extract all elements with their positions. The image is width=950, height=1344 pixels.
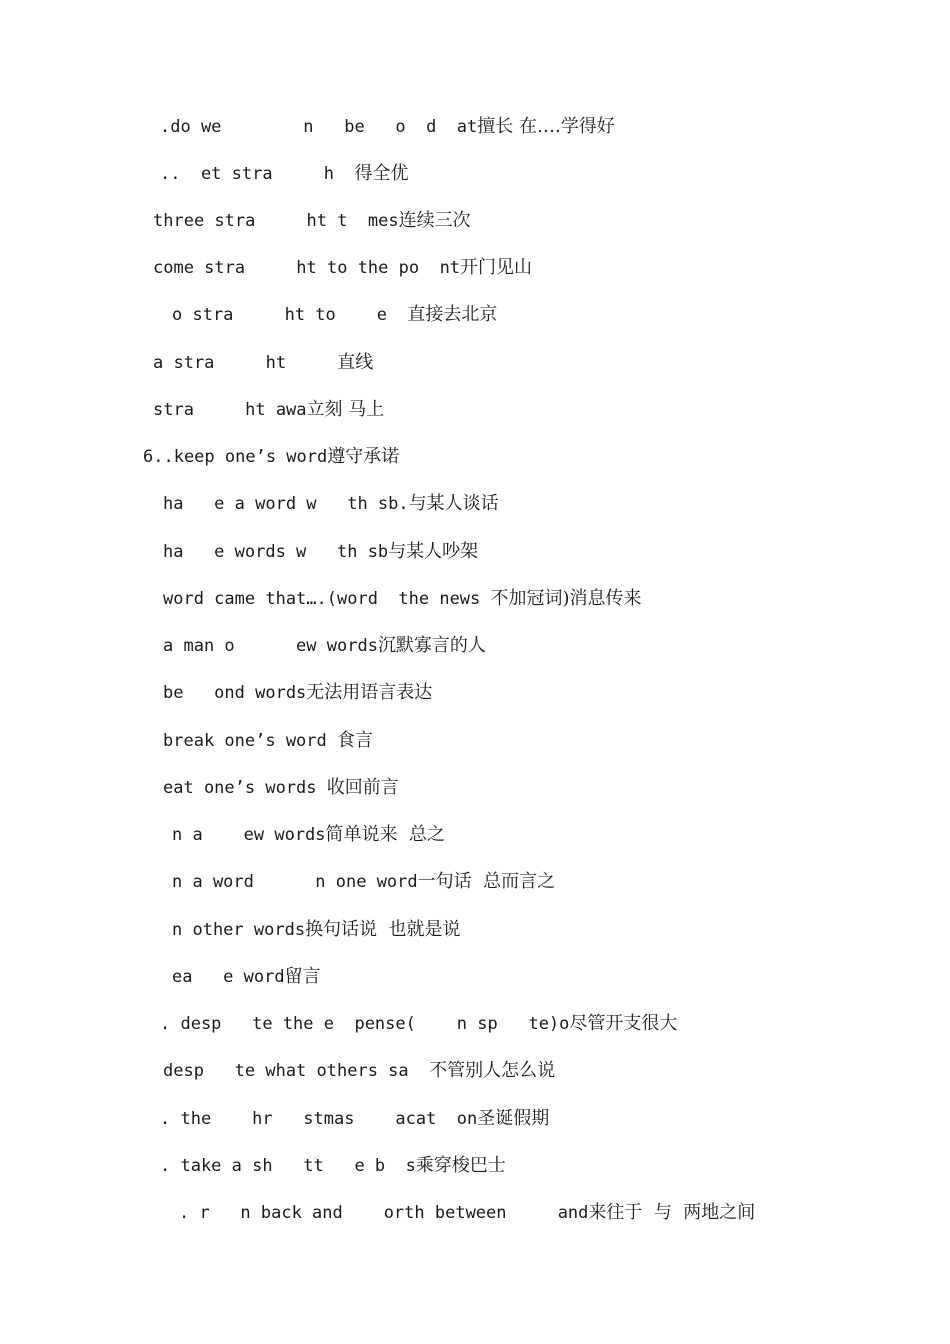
text-line	[143, 446, 399, 468]
chinese-text: 与某人吵架	[388, 541, 479, 562]
english-text: come stra ht to the po nt	[153, 258, 461, 278]
english-text: break one’s word	[163, 731, 337, 751]
text-line	[172, 966, 321, 988]
text-line	[160, 1108, 549, 1130]
chinese-text: 无法用语言表达	[306, 682, 433, 703]
text-line	[163, 635, 486, 657]
chinese-text: 来往于 与 两地之间	[588, 1202, 756, 1223]
text-line	[172, 304, 497, 326]
english-text: 6..keep one’s word	[143, 447, 328, 467]
chinese-text: 尽管开支很大	[569, 1013, 678, 1034]
chinese-text: 直接去北京	[407, 304, 498, 325]
english-text: ha e a word w th sb.	[163, 494, 409, 514]
english-text: n a ew words	[172, 825, 326, 845]
text-line	[160, 163, 408, 185]
english-text: . take a sh tt e b s	[160, 1156, 416, 1176]
chinese-text: 不加冠词)消息传来	[490, 588, 642, 609]
text-line	[160, 1155, 506, 1177]
chinese-text: 直线	[337, 352, 374, 373]
text-line	[163, 682, 432, 704]
english-text: a man o ew words	[163, 636, 378, 656]
chinese-text: 一句话 总而言之	[417, 871, 556, 892]
english-text: .do we n be o d at	[160, 117, 478, 137]
english-text: be ond words	[163, 683, 307, 703]
chinese-text: 圣诞假期	[477, 1108, 550, 1129]
english-text: eat one’s words	[163, 778, 327, 798]
text-line	[172, 824, 445, 846]
chinese-text: 收回前言	[326, 777, 399, 798]
text-line	[172, 871, 555, 893]
chinese-text: 得全优	[354, 163, 409, 184]
chinese-text: 擅长 在….学得好	[477, 116, 615, 137]
chinese-text: 食言	[337, 730, 373, 751]
chinese-text: 沉默寡言的人	[377, 635, 486, 656]
english-text: . r n back and orth between and	[179, 1203, 589, 1223]
chinese-text: 与某人谈话	[408, 493, 499, 514]
chinese-text: 换句话说 也就是说	[305, 919, 461, 940]
english-text: ha e words w th sb	[163, 542, 389, 562]
text-line	[163, 541, 478, 563]
text-line	[163, 730, 373, 752]
english-text: n a word n one word	[172, 872, 418, 892]
english-text: three stra ht t mes	[153, 211, 399, 231]
english-text: .. et stra h	[160, 164, 355, 184]
text-line	[153, 399, 384, 421]
text-line	[160, 1013, 677, 1035]
english-text: stra ht awa	[153, 400, 307, 420]
english-text: desp te what others sa	[163, 1061, 430, 1081]
text-line	[160, 116, 615, 138]
text-line	[163, 1060, 555, 1082]
english-text: o stra ht to e	[172, 305, 408, 325]
chinese-text: 简单说来 总之	[325, 824, 445, 845]
text-line	[163, 588, 642, 610]
chinese-text: 开门见山	[460, 257, 533, 278]
chinese-text: 不管别人怎么说	[429, 1060, 556, 1081]
english-text: . the hr stmas acat on	[160, 1109, 478, 1129]
text-line	[153, 257, 532, 279]
chinese-text: 遵守承诺	[327, 446, 400, 467]
english-text: . desp te the e pense( n sp te)o	[160, 1014, 570, 1034]
english-text: n other words	[172, 920, 306, 940]
text-line	[172, 919, 461, 941]
chinese-text: 留言	[284, 966, 321, 987]
text-line	[153, 352, 373, 374]
text-line	[179, 1202, 755, 1224]
text-line	[153, 210, 471, 232]
english-text: word came that….(word the news	[163, 589, 491, 609]
text-line	[163, 777, 399, 799]
chinese-text: 立刻 马上	[306, 399, 385, 420]
text-line	[163, 493, 499, 515]
chinese-text: 乘穿梭巴士	[415, 1155, 506, 1176]
english-text: a stra ht	[153, 353, 338, 373]
english-text: ea e word	[172, 967, 285, 987]
chinese-text: 连续三次	[398, 210, 471, 231]
